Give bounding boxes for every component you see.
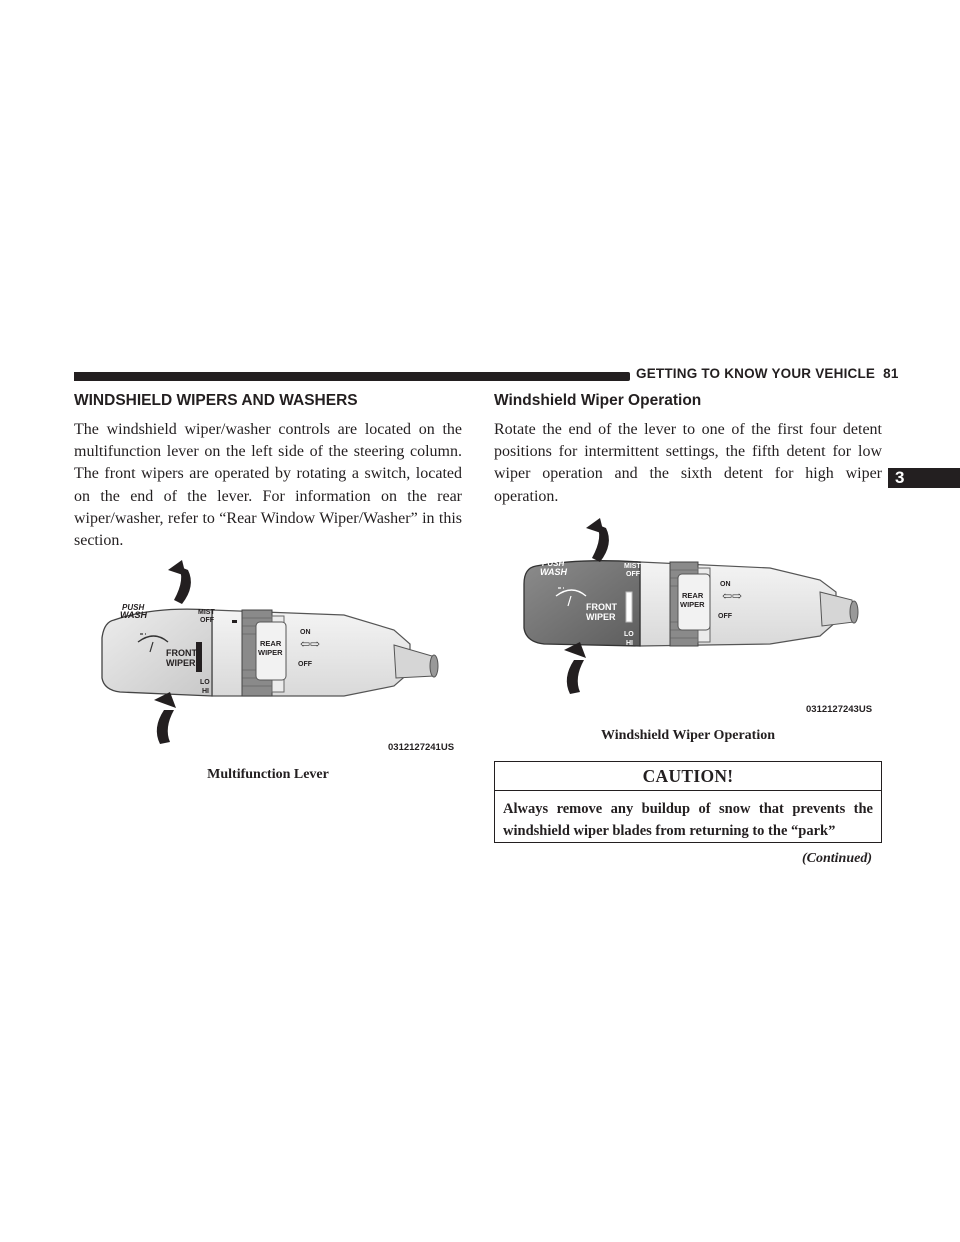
chapter-tab [888, 468, 960, 488]
svg-text:ON: ON [720, 581, 731, 588]
figure-code: 0312127243US [806, 704, 873, 715]
figure-caption: Multifunction Lever [207, 767, 329, 782]
svg-text:WIPER: WIPER [680, 600, 705, 609]
page-number: 81 [883, 366, 899, 381]
svg-text:OFF: OFF [200, 617, 214, 624]
figure-code: 0312127241US [388, 742, 455, 753]
section-heading-wiper-operation: Windshield Wiper Operation [494, 392, 702, 409]
intro-paragraph: The windshield wiper/washer controls are located on the multifunction lever on the left side of the steering column. The front wipers are operated by rotating a switch, located on the end of the lever. For information on the rear wiper/washer, refer to “Rear Window Wiper/Washer” in this section. [74, 421, 462, 550]
multifunction-lever-figure [94, 560, 464, 753]
wiper-operation-illustration [520, 518, 882, 718]
svg-text:WASH: WASH [120, 610, 147, 620]
header-rule [74, 372, 630, 381]
running-title: GETTING TO KNOW YOUR VEHICLE [636, 366, 876, 381]
continued-note: (Continued) [801, 851, 872, 866]
lever-body [640, 562, 836, 646]
section-heading-wipers-washers: WINDSHIELD WIPERS AND WASHERS [74, 392, 358, 409]
running-head [636, 366, 899, 381]
svg-text:WIPER: WIPER [258, 648, 283, 657]
svg-text:LO: LO [624, 631, 634, 638]
multifunction-lever-illustration [94, 560, 464, 750]
svg-text:MIST: MIST [624, 563, 641, 570]
wiper-operation-paragraph: Rotate the end of the lever to one of the first four detent positions for intermittent settings, the fifth detent for low wiper operation and the sixth detent for high wiper operation. [494, 421, 882, 505]
svg-text:REAR: REAR [260, 639, 282, 648]
caution-title: CAUTION! [495, 762, 881, 791]
svg-text:WIPER: WIPER [586, 612, 616, 622]
caution-text: Always remove any buildup of snow that prevents the windshield wiper blades from returning to the “park” [503, 801, 873, 839]
svg-text:PUSH: PUSH [122, 603, 145, 612]
rotate-down-arrow [157, 710, 174, 744]
wiper-operation-figure [520, 518, 882, 718]
svg-text:⇦⇨: ⇦⇨ [300, 637, 321, 651]
svg-text:HI: HI [202, 688, 209, 695]
svg-text:OFF: OFF [626, 571, 640, 578]
figure-caption: Windshield Wiper Operation [600, 728, 775, 743]
svg-text:WASH: WASH [540, 567, 567, 577]
chapter-number: 3 [895, 468, 905, 487]
svg-text:MIST: MIST [198, 609, 215, 616]
svg-text:FRONT: FRONT [586, 602, 617, 612]
svg-text:HI: HI [626, 640, 633, 647]
svg-text:OFF: OFF [718, 613, 732, 620]
svg-text:⇦⇨: ⇦⇨ [722, 589, 743, 603]
svg-text:REAR: REAR [682, 591, 704, 600]
svg-text:LO: LO [200, 679, 210, 686]
svg-text:PUSH: PUSH [542, 559, 565, 568]
svg-text:FRONT: FRONT [166, 648, 197, 658]
caution-box [494, 761, 882, 843]
svg-text:ON: ON [300, 629, 311, 636]
svg-text:WIPER: WIPER [166, 658, 196, 668]
rotate-down-arrow [567, 660, 584, 694]
svg-text:OFF: OFF [298, 661, 312, 668]
